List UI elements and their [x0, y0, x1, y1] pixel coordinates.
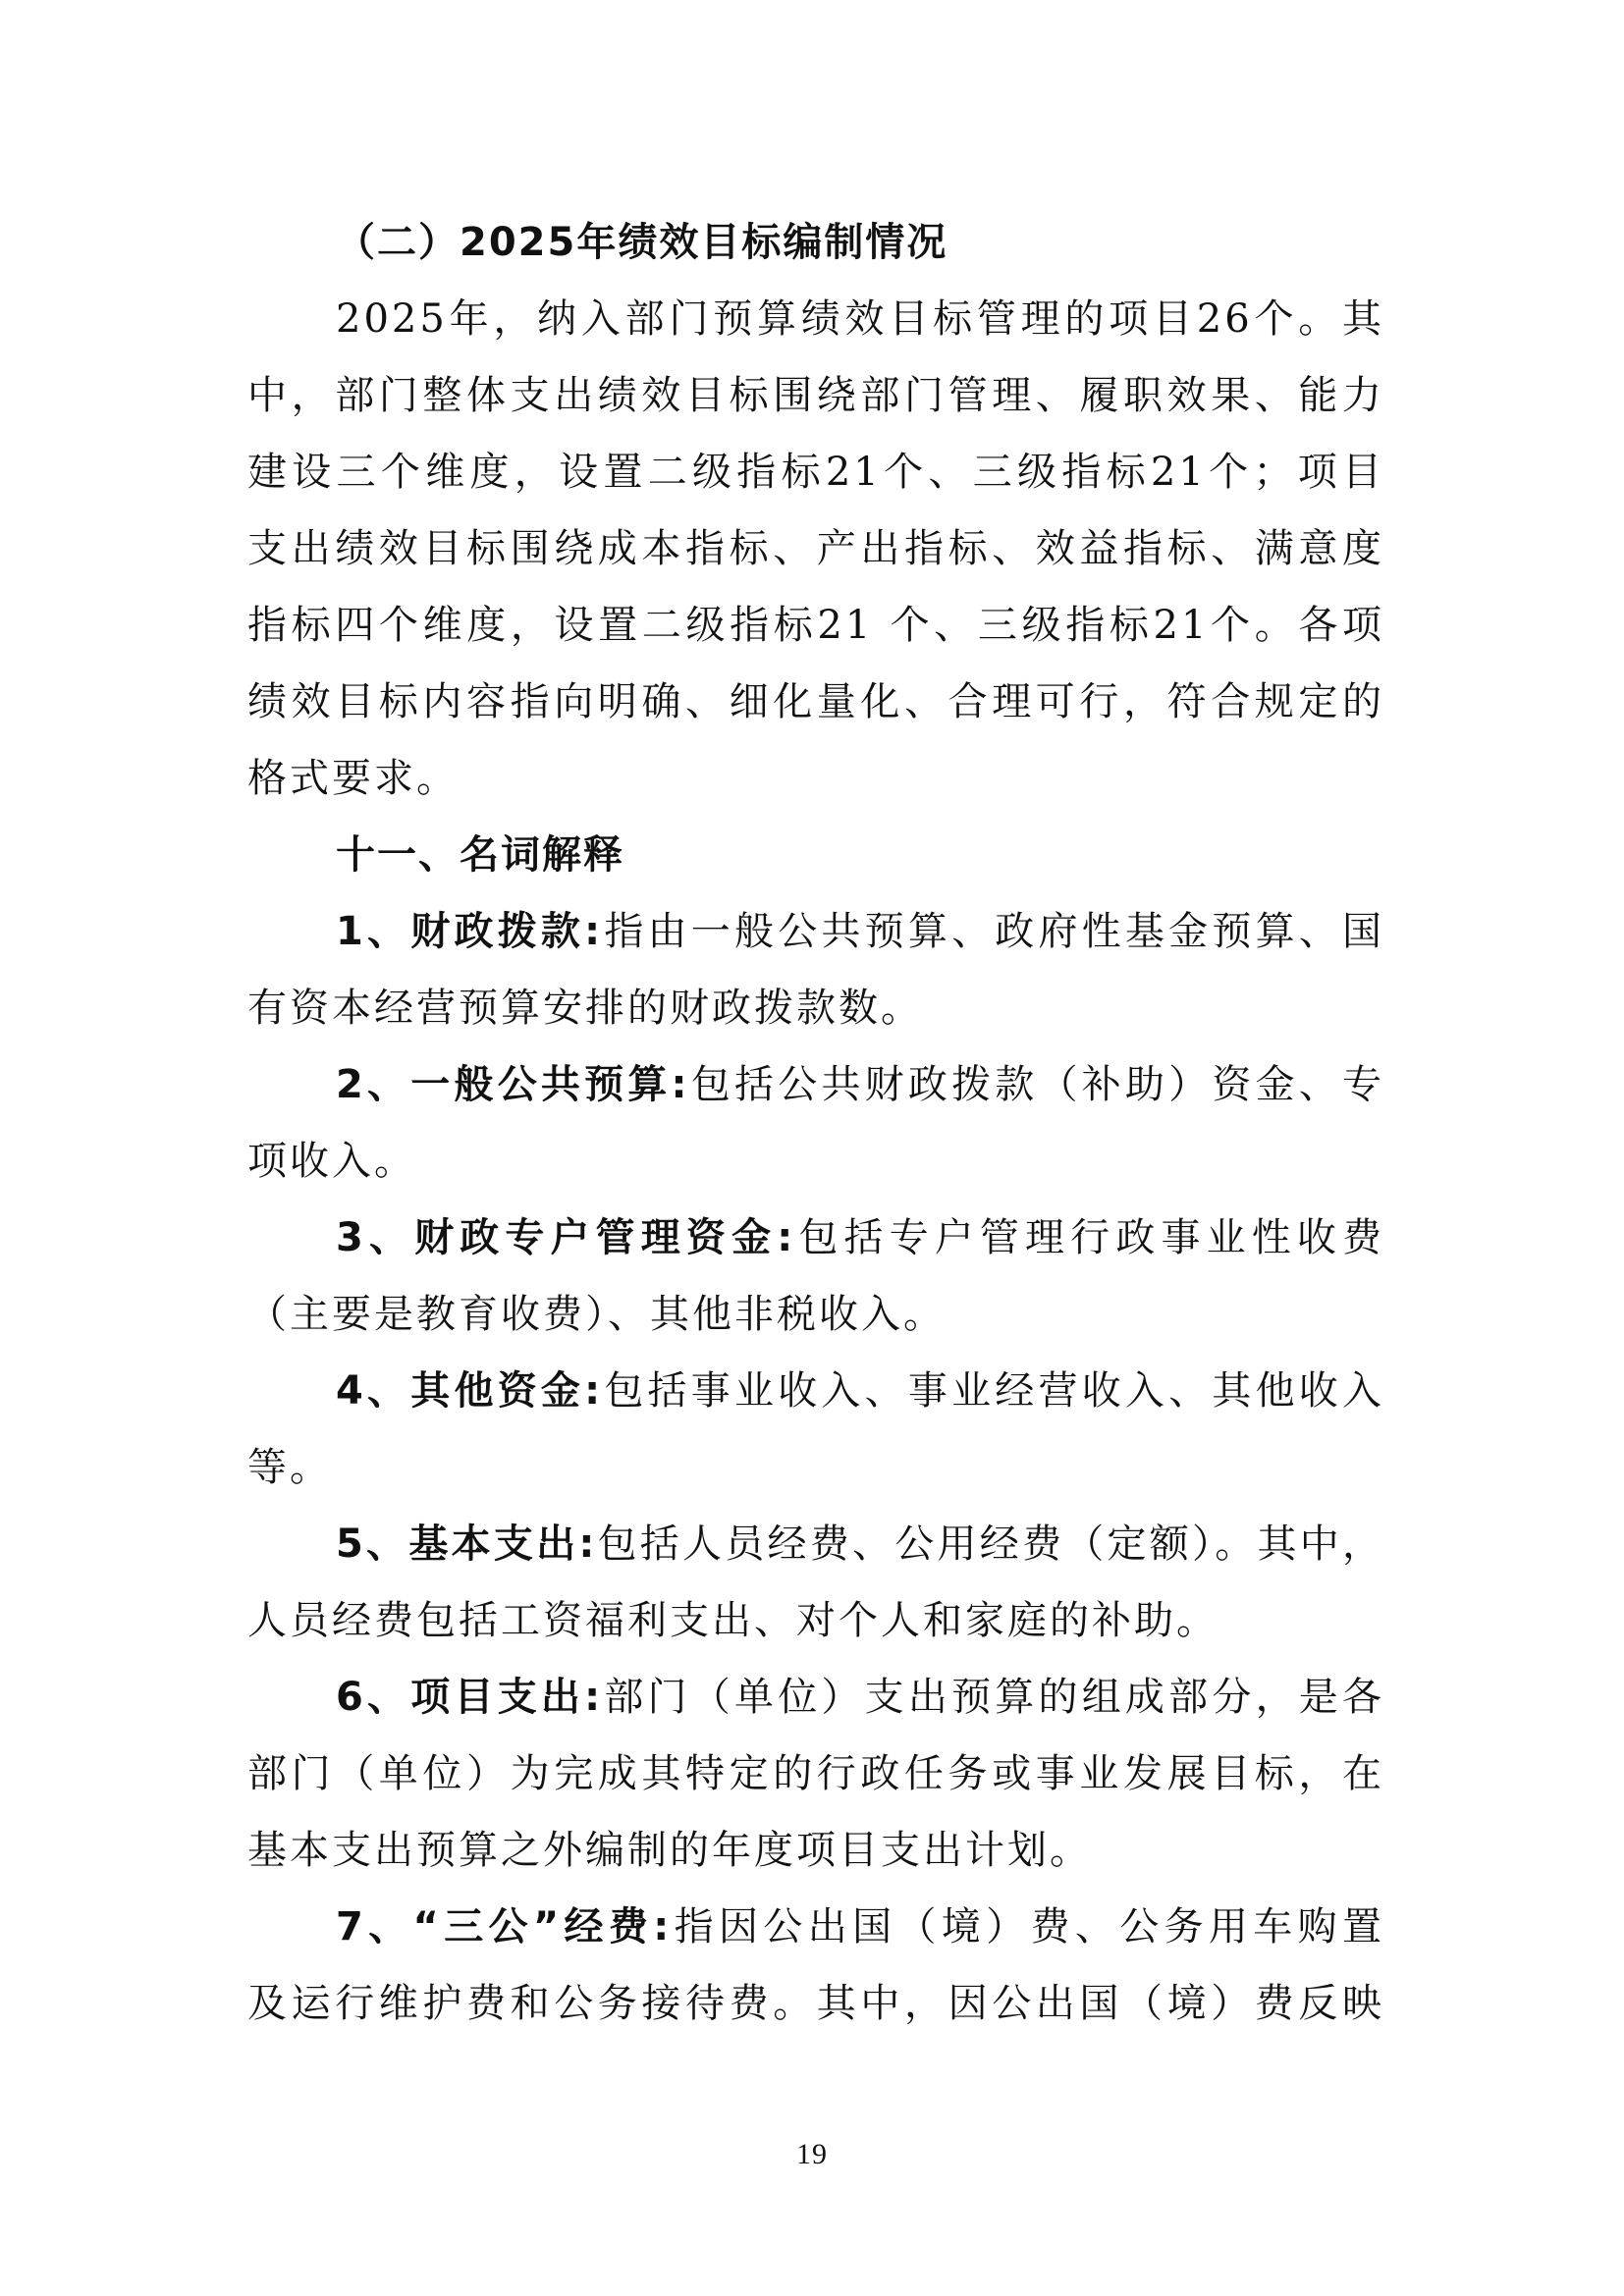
definition-text: 指由一般公共预算、政府性基金预算、国	[603, 909, 1385, 954]
section-heading: （二）2025年绩效目标编制情况	[336, 220, 948, 265]
definition-line: 有资本经营预算安排的财政拨款数。	[247, 986, 923, 1031]
definition-first-line	[247, 1659, 1384, 1735]
definition-first-line	[247, 1200, 1384, 1276]
definition-line: 基本支出预算之外编制的年度项目支出计划。	[247, 1828, 1092, 1873]
definition-2	[247, 1046, 1384, 1200]
definition-6	[247, 1659, 1384, 1889]
page-number: 19	[796, 2138, 828, 2170]
page-content	[247, 204, 1384, 2042]
paragraph-line: 支出绩效目标围绕成本指标、产出指标、效益指标、满意度	[247, 526, 1384, 571]
definition-term: 4、其他资金:	[336, 1368, 604, 1414]
paragraph-line: 2025年，纳入部门预算绩效目标管理的项目26个。其	[336, 296, 1384, 342]
glossary-heading: 十一、名词解释	[336, 832, 624, 878]
definition-text: 包括专户管理行政事业性收费	[795, 1215, 1385, 1260]
definition-first-line	[247, 1046, 1384, 1123]
definition-5	[247, 1506, 1384, 1659]
definition-text: 包括人员经费、公用经费（定额）。其中，	[597, 1522, 1385, 1567]
definition-line: 项收入。	[247, 1139, 416, 1184]
definition-term: 2、一般公共预算:	[336, 1062, 690, 1107]
definition-first-line	[247, 893, 1384, 970]
paragraph-line: 绩效目标内容指向明确、细化量化、合理可行，符合规定的	[247, 679, 1384, 724]
definition-text: 包括事业收入、事业经营收入、其他收入	[603, 1368, 1385, 1414]
definition-first-line	[247, 1506, 1384, 1582]
definition-4	[247, 1353, 1384, 1506]
definition-7	[247, 1889, 1384, 2042]
definition-text: 部门（单位）支出预算的组成部分，是各	[603, 1675, 1385, 1720]
definition-3	[247, 1200, 1384, 1353]
definition-term: 7、“三公”经费:	[336, 1904, 673, 1949]
definition-line: 及运行维护费和公务接待费。其中，因公出国（境）费反映	[247, 1981, 1384, 2026]
definition-line: 部门（单位）为完成其特定的行政任务或事业发展目标，在	[247, 1751, 1384, 1796]
paragraph-line: 指标四个维度，设置二级指标21 个、三级指标21个。各项	[247, 603, 1384, 648]
definition-term: 3、财政专户管理资金:	[336, 1215, 796, 1260]
definition-line: （主要是教育收费）、其他非税收入。	[247, 1292, 946, 1337]
paragraph-line: 中，部门整体支出绩效目标围绕部门管理、履职效果、能力	[247, 373, 1384, 418]
definition-first-line	[247, 1353, 1384, 1429]
definition-1	[247, 893, 1384, 1046]
definition-term: 6、项目支出:	[336, 1675, 604, 1720]
paragraph-line: 格式要求。	[247, 756, 459, 801]
definition-text: 指因公出国（境）费、公务用车购置	[672, 1904, 1385, 1949]
performance-paragraph	[247, 281, 1384, 817]
paragraph-line: 建设三个维度，设置二级指标21个、三级指标21个；项目	[247, 450, 1384, 495]
definition-line: 人员经费包括工资福利支出、对个人和家庭的补助。	[247, 1598, 1218, 1643]
definition-first-line	[247, 1889, 1384, 1965]
definition-term: 5、基本支出:	[336, 1522, 598, 1567]
definition-text: 包括公共财政拨款（补助）资金、专	[689, 1062, 1385, 1107]
definition-term: 1、财政拨款:	[336, 909, 604, 954]
definition-line: 等。	[247, 1445, 332, 1490]
